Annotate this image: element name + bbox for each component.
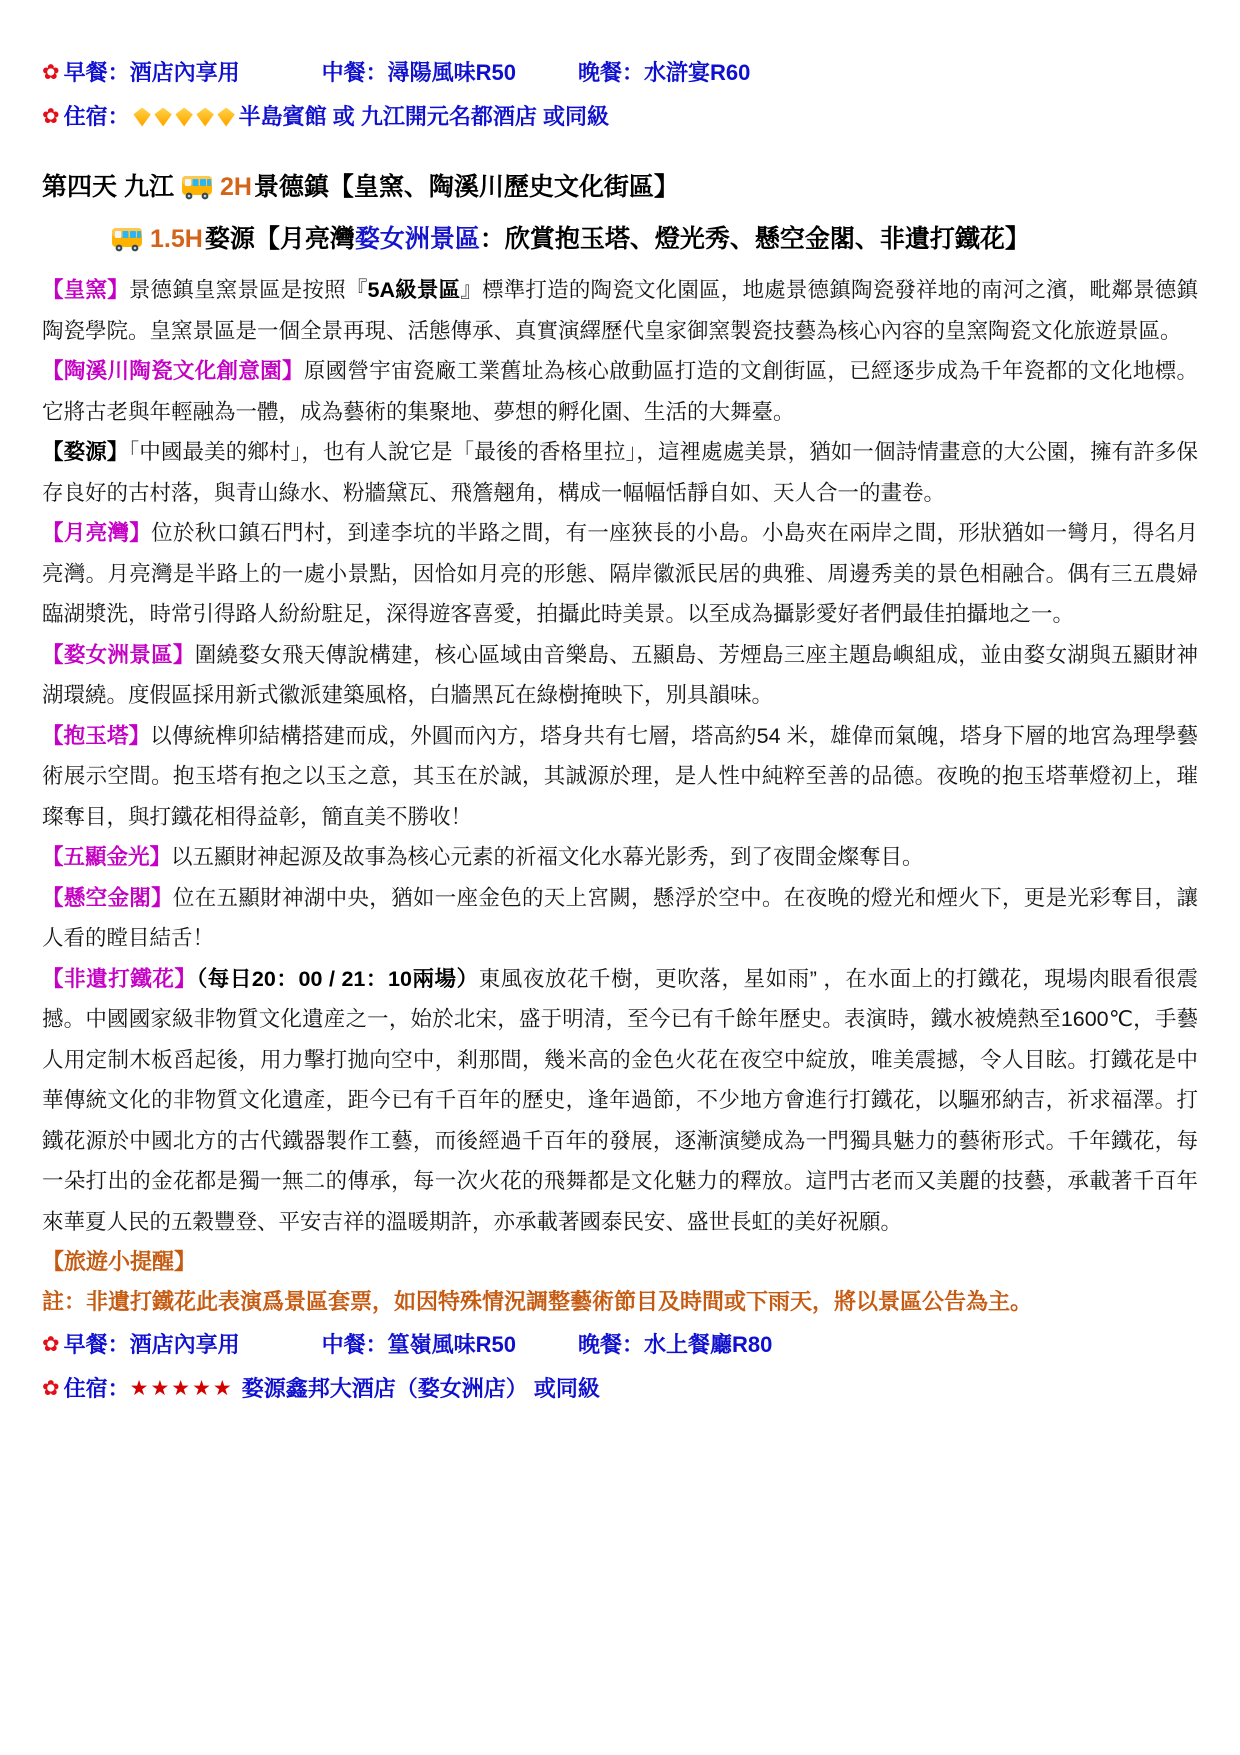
section-text: 以傳統榫卯結構搭建而成，外圓而內方，塔身共有七層，塔高約54 米，雄偉而氣魄，塔身下層的地宮為理學藝術展示空間。抱玉塔有抱之以玉之意，其玉在於誠，其誠源於理，是人性中純粹至善的品德。夜晚的抱玉塔華燈初上，璀璨奪目，與打鐵花相得益彰，簡直美不勝收！	[42, 723, 1198, 829]
day-destination: 景德鎮【皇窯、陶溪川歷史文化街區】	[253, 173, 679, 201]
orange-diamond-icon	[196, 108, 215, 127]
paragraph-wuxian-light	[42, 837, 1198, 878]
hotel-rating-stars: ★★★★★	[129, 1377, 234, 1400]
meals-line-top	[42, 58, 1198, 88]
day-title: 第四天 九江	[42, 173, 174, 201]
section-tag: 【陶溪川陶瓷文化創意園】	[42, 359, 304, 383]
scenic-area-highlight: 婺女洲景區	[354, 225, 480, 253]
reminder-note: 註：非遺打鐵花此表演爲景區套票，如因特殊情況調整藝術節目及時間或下雨天，將以景區公告為主。	[42, 1289, 1033, 1314]
section-tag: 【懸空金閣】	[42, 885, 173, 910]
lodging-label-bottom: 住宿：	[63, 1376, 130, 1401]
orange-diamond-icon	[133, 108, 152, 127]
dinner-top: 晚餐：水滸宴R60	[577, 60, 751, 85]
flower-bullet-icon: ✿	[42, 1333, 60, 1356]
orange-diamond-icon	[175, 108, 194, 127]
breakfast-bottom: 早餐：酒店內享用	[63, 1332, 240, 1357]
paragraph-iron-flower	[42, 959, 1198, 1243]
sub-destination-post: ：欣賞抱玉塔、燈光秀、懸空金閣、非遺打鐵花】	[479, 225, 1030, 253]
show-schedule: （每日20：00 / 21：10兩場）	[196, 966, 479, 991]
bus-icon	[180, 173, 214, 201]
orange-diamond-icon	[217, 108, 236, 127]
section-text: 位於秋口鎮石門村，到達李坑的半路之間，有一座狹長的小島。小島夾在兩岸之間，形狀猶如一彎月，得名月亮灣。月亮灣是半路上的一處小景點，因恰如月亮的形態、隔岸徽派民居的典雅、周邊秀美的景色相融合。偶有三五農婦臨湖漿洗，時常引得路人紛紛駐足，深得遊客喜愛，拍攝此時美景。以至成為攝影愛好者們最佳拍攝地之一。	[42, 521, 1198, 626]
section-text: 「中國最美的鄉村」，也有人說它是「最後的香格里拉」，這裡處處美景，猶如一個詩情畫意的大公園，擁有許多保存良好的古村落，與青山綠水、粉牆黛瓦、飛簷翹角，構成一幅幅恬靜自如、天人合一的畫卷。	[42, 440, 1198, 505]
orange-diamond-icon	[154, 108, 173, 127]
lunch-bottom: 中餐：篁嶺風味R50	[321, 1332, 516, 1357]
meals-line-bottom	[42, 1330, 1198, 1360]
section-tag: 【皇窯】	[42, 278, 129, 302]
section-tag: 【婺女洲景區】	[42, 642, 195, 667]
section-text-bold: 5A級景區	[367, 278, 461, 302]
bus-icon	[110, 225, 144, 253]
section-text: 圍繞婺女飛天傳說構建，核心區域由音樂島、五顯島、芳煙島三座主題島嶼組成，並由婺女湖與五顯財神湖環繞。度假區採用新式徽派建築風格，白牆黑瓦在綠樹掩映下，別具韻味。	[42, 642, 1198, 707]
paragraph-taoxichuan	[42, 351, 1198, 432]
hotel-name-bottom: 婺源鑫邦大酒店（婺女洲店） 或同級	[241, 1376, 600, 1401]
flower-bullet-icon: ✿	[42, 1377, 60, 1400]
lunch-top: 中餐：潯陽風味R50	[321, 60, 516, 85]
section-text: 景德鎮皇窯景區是按照『	[128, 278, 368, 302]
lodging-line-bottom	[42, 1374, 1198, 1404]
day-heading	[42, 170, 1198, 204]
paragraph-wunvzhou	[42, 635, 1198, 716]
paragraph-reminder	[42, 1242, 1198, 1282]
breakfast-top: 早餐：酒店內享用	[63, 60, 240, 85]
section-text: 以五顯財神起源及故事為核心元素的祈福文化水幕光影秀，到了夜間金燦奪目。	[171, 845, 924, 869]
sub-destination-pre: 婺源【月亮灣	[204, 225, 355, 253]
transfer-duration: 2H	[219, 173, 252, 201]
section-text: 』標準打造的陶瓷文化園區，地處景德鎮陶瓷發祥地的南河之濱，毗鄰景德鎮陶瓷學院。皇窯景區是一個全景再現、活態傳承、真實演繹歷代皇家御窯製瓷技藝為核心內容的皇窯陶瓷文化旅遊景區。	[42, 278, 1198, 343]
description-body	[42, 270, 1198, 1322]
paragraph-moon-bay	[42, 513, 1198, 635]
lodging-label-top: 住宿：	[63, 104, 130, 129]
section-tag: 【非遺打鐵花】	[42, 966, 197, 991]
reminder-tag: 【旅遊小提醒】	[42, 1249, 197, 1274]
dinner-bottom: 晚餐：水上餐廳R80	[577, 1332, 773, 1357]
section-text: 東風夜放花千樹，更吹落，星如雨” ，在水面上的打鐵花，現場肉眼看很震撼。中國國家級非物質文化遺産之一，始於北宋，盛于明清，至今已有千餘年歷史。表演時，鐵水被燒熱至1600℃，手藝人用定制木板舀起後，用力擊打拋向空中，剎那間，幾米高的金色火花在夜空中綻放，唯美震撼，令人目眩。打鐵花是中華傳統文化的非物質文化遺產，距今已有千百年的歷史，逢年過節，不少地方會進行打鐵花，以驅邪納吉，祈求福澤。打鐵花源於中國北方的古代鐵器製作工藝，而後經過千百年的發展，逐漸演變成為一門獨具魅力的藝術形式。千年鐵花，每一朵打出的金花都是獨一無二的傳承，每一次火花的飛舞都是文化魅力的釋放。這門古老而又美麗的技藝，承載著千百年來華夏人民的五穀豐登、平安吉祥的溫暖期許，亦承載著國泰民安、盛世長虹的美好祝願。	[42, 966, 1198, 1234]
paragraph-baoyu-tower	[42, 716, 1198, 838]
transfer-duration-2: 1.5H	[150, 225, 203, 253]
paragraph-huangyao	[42, 270, 1198, 351]
flower-bullet-icon: ✿	[42, 61, 60, 84]
paragraph-golden-pavilion	[42, 878, 1198, 959]
section-tag: 【月亮灣】	[42, 521, 152, 545]
sub-heading	[104, 222, 1198, 256]
section-tag: 【婺源】	[42, 440, 129, 464]
hotel-rating-diamonds	[132, 108, 237, 127]
section-text: 原國營宇宙瓷廠工業舊址為核心啟動區打造的文創街區，已經逐步成為千年瓷都的文化地標。它將古老與年輕融為一體，成為藝術的集聚地、夢想的孵化園、生活的大舞臺。	[42, 359, 1198, 424]
section-text: 位在五顯財神湖中央，猶如一座金色的天上宮闕，懸浮於空中。在夜晚的燈光和煙火下，更是光彩奪目，讓人看的瞠目結舌！	[42, 885, 1198, 950]
flower-bullet-icon: ✿	[42, 105, 60, 128]
section-tag: 【五顯金光】	[42, 845, 172, 869]
paragraph-wuyuan	[42, 432, 1198, 513]
lodging-line-top	[42, 102, 1198, 132]
hotel-name-top: 半島賓館 或 九江開元名都酒店 或同級	[238, 104, 609, 129]
section-tag: 【抱玉塔】	[42, 723, 151, 748]
